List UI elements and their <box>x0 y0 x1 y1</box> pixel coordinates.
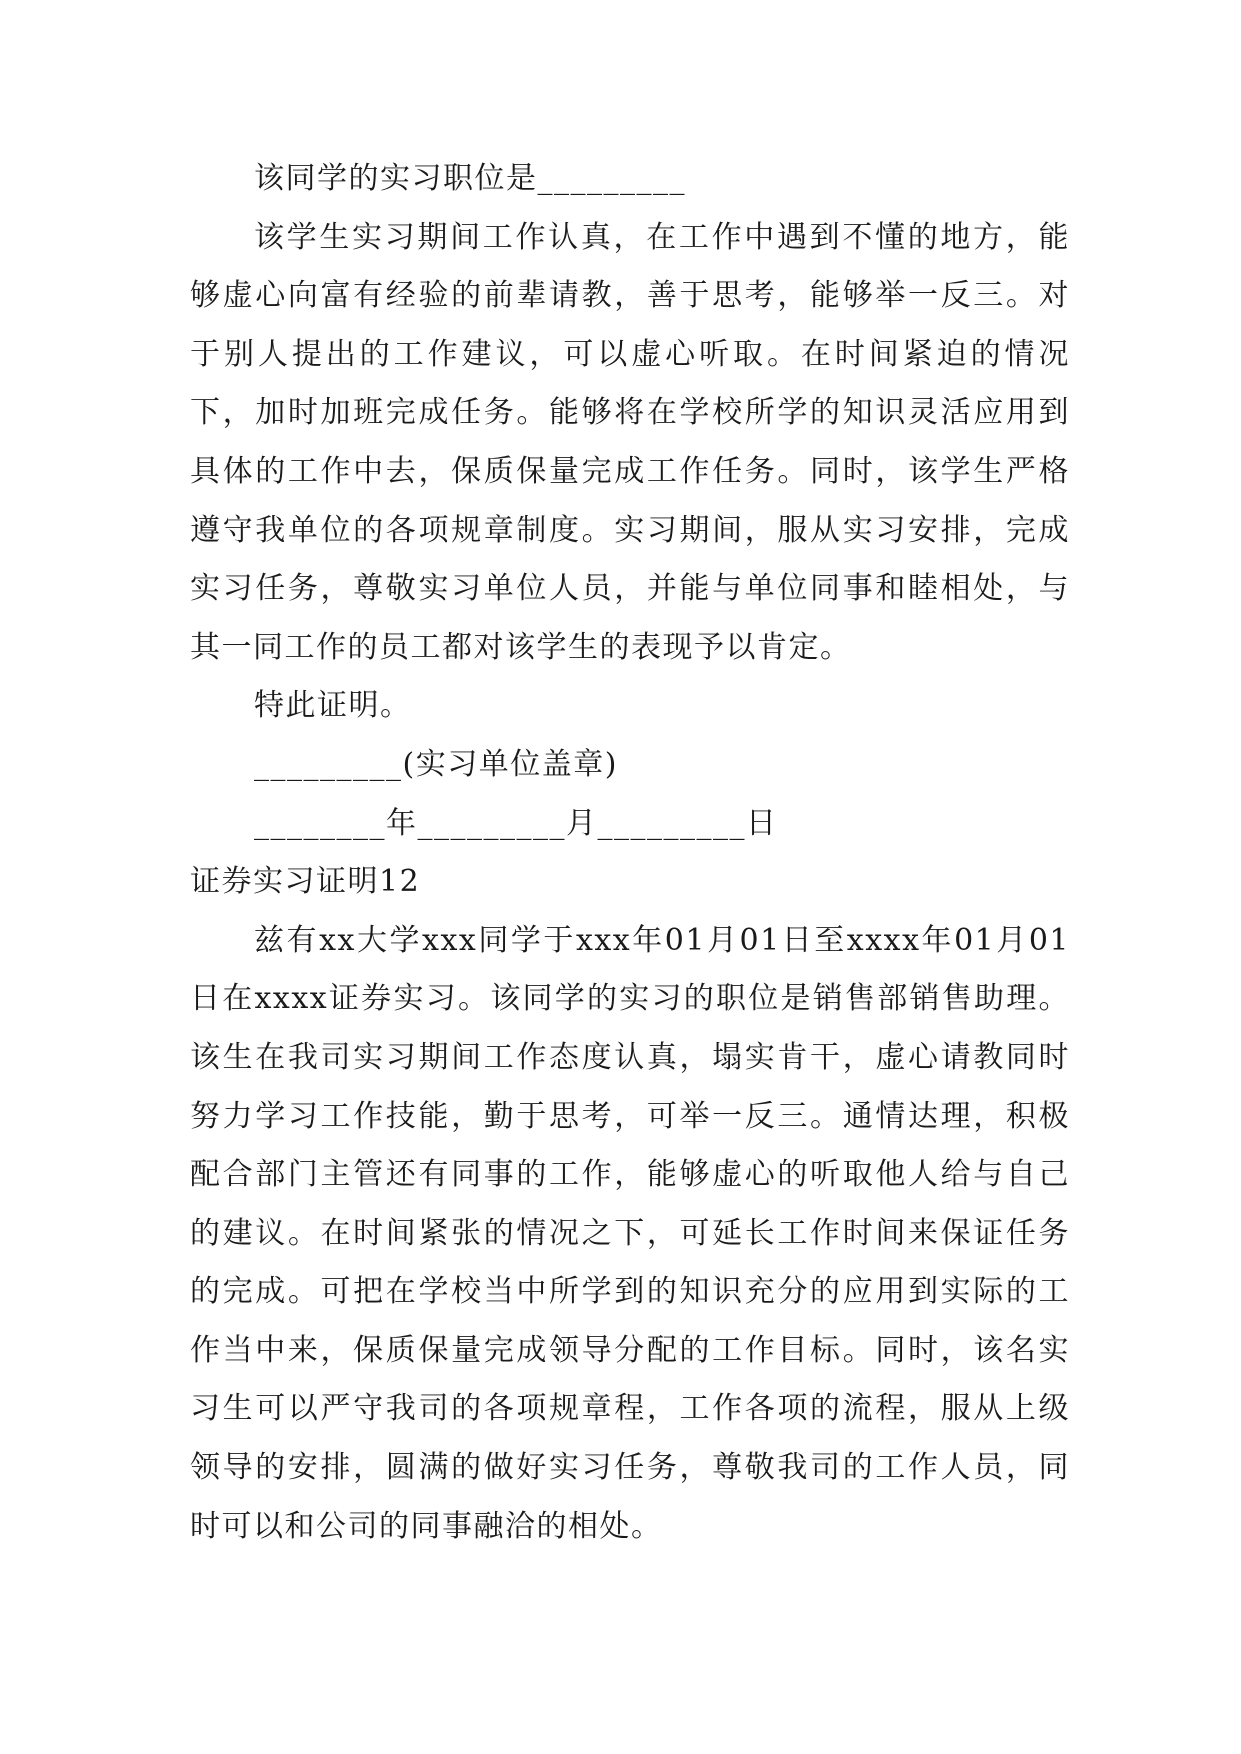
document-page <box>190 150 1070 1556</box>
company-seal-line: _________(实习单位盖章) <box>254 746 618 782</box>
section-title: 证券实习证明12 <box>190 864 421 900</box>
evaluation-paragraph: 该学生实习期间工作认真，在工作中遇到不懂的地方，能够虚心向富有经验的前辈请教，善于思考，能够举一反三。对于别人提出的工作建议，可以虚心听取。在时间紧迫的情况下，加时加班完成任务。能够将在学校所学的知识灵活应用到具体的工作中去，保质保量完成工作任务。同时，该学生严格遵守我单位的各项规章制度。实习期间，服从实习安排，完成实习任务，尊敬实习单位人员，并能与单位同事和睦相处，与其一同工作的员工都对该学生的表现予以肯定。 <box>190 219 1070 665</box>
internship-position-line: 该同学的实习职位是_________ <box>254 161 686 196</box>
certification-line: 特此证明。 <box>254 688 412 724</box>
date-line: ________年_________月_________日 <box>254 805 778 841</box>
certificate-paragraph: 兹有xx大学xxx同学于xxx年01月01日至xxxx年01月01日在xxxx证券实习。该同学的实习的职位是销售部销售助理。该生在我司实习期间工作态度认真，塌实肯干，虚心请教同时努力学习工作技能，勤于思考，可举一反三。通情达理，积极配合部门主管还有同事的工作，能够虚心的听取他人给与自己的建议。在时间紧张的情况之下，可延长工作时间来保证任务的完成。可把在学校当中所学到的知识充分的应用到实际的工作当中来，保质保量完成领导分配的工作目标。同时，该名实习生可以严守我司的各项规章程，工作各项的流程，服从上级领导的安排，圆满的做好实习任务，尊敬我司的工作人员，同时可以和公司的同事融洽的相处。 <box>190 922 1070 1544</box>
